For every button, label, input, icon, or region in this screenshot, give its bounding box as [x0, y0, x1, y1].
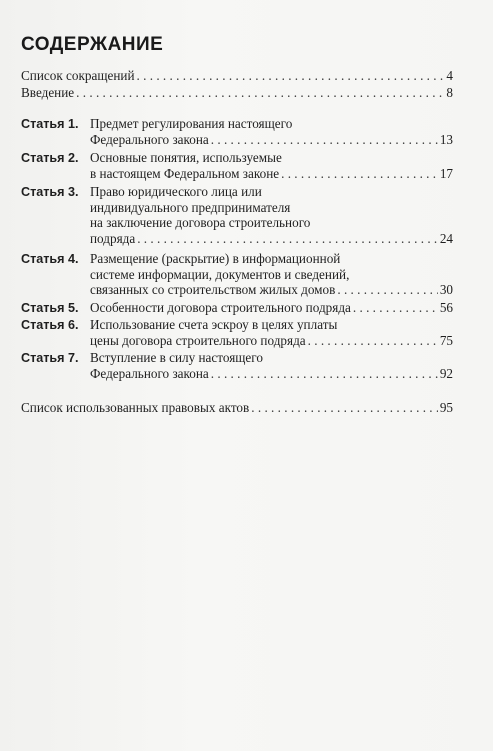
article-number: Статья 1.: [21, 117, 79, 131]
toc-leader-dots: [308, 333, 438, 348]
toc-page-number: 13: [439, 132, 453, 148]
article-number: Статья 3.: [21, 185, 79, 199]
article-number: Статья 5.: [21, 301, 79, 315]
toc-entry-line: [21, 166, 453, 181]
toc-entry-line: [21, 132, 453, 147]
toc-entry-line: [21, 333, 453, 348]
toc-entry-article-2: [21, 150, 453, 181]
article-number: Статья 2.: [21, 151, 79, 165]
toc-page-number: 95: [439, 400, 453, 415]
article-title-line: в настоящем Федеральном законе: [90, 166, 280, 182]
article-title-line: Основные понятия, используемые: [90, 150, 282, 165]
toc-entry-line: [21, 282, 453, 297]
toc-page-number: 4: [446, 68, 453, 83]
article-title-line: цены договора строительного подряда: [90, 333, 306, 349]
toc-entry-article-6: [21, 317, 453, 348]
toc-leader-dots: [337, 282, 437, 297]
toc-entry-legal-acts: [21, 400, 453, 415]
toc-entry-line: [21, 317, 453, 333]
toc-entry-line: [21, 200, 453, 215]
article-title-line: на заключение договора строительного: [90, 215, 311, 231]
toc-entry-line: [21, 231, 453, 246]
toc-page-number: 30: [439, 282, 453, 298]
toc-entry-line: [21, 68, 453, 83]
toc-entry-line: [21, 85, 453, 100]
toc-entry-title: Список сокращений: [21, 68, 135, 83]
toc-entry-article-5: [21, 300, 453, 316]
toc-entry-line: [21, 400, 453, 415]
article-title-line: Использование счета эскроу в целях уплаты: [90, 317, 338, 332]
toc-entry-title: Введение: [21, 85, 75, 100]
article-title-line: Предмет регулирования настоящего: [90, 116, 293, 131]
toc-leader-dots: [211, 132, 438, 147]
toc-page-number: 24: [439, 230, 453, 246]
article-title-line: индивидуального предпринимателя: [90, 200, 291, 216]
toc-entry-line: [21, 184, 453, 200]
toc-entry-article-3: [21, 184, 453, 246]
toc-entry-line: [21, 215, 453, 230]
article-title-line: Размещение (раскрытие) в информационной: [90, 251, 341, 266]
toc-entry-line: [21, 267, 453, 282]
toc-entry-article-4: [21, 251, 453, 298]
toc-leader-dots: [251, 400, 438, 415]
toc-entry-introduction: [21, 85, 453, 100]
toc-leader-dots: [353, 300, 438, 315]
article-title-line: системе информации, документов и сведений,: [90, 267, 350, 283]
toc-heading: СОДЕРЖАНИЕ: [21, 34, 164, 55]
toc-entry-line: [21, 300, 453, 316]
toc-entry-abbreviations: [21, 68, 453, 83]
toc-page-number: 92: [439, 366, 453, 382]
article-number: Статья 7.: [21, 351, 79, 365]
toc-entry-line: [21, 350, 453, 366]
toc-leader-dots: [211, 366, 438, 381]
article-title-line: Особенности договора строительного подряда: [90, 300, 351, 315]
article-number: Статья 6.: [21, 318, 79, 332]
toc-leader-dots: [281, 166, 438, 181]
toc-leader-dots: [137, 68, 445, 83]
toc-entry-line: [21, 251, 453, 267]
article-title-line: Право юридического лица или: [90, 184, 262, 199]
toc-entry-line: [21, 150, 453, 166]
article-title-line: связанных со строительством жилых домов: [90, 282, 336, 298]
toc-entry-article-7: [21, 350, 453, 381]
toc-page-number: 8: [446, 85, 453, 100]
toc-entry-title: Список использованных правовых актов: [21, 400, 250, 415]
article-title-line: подряда: [90, 230, 136, 246]
toc-page-number: 75: [439, 333, 453, 349]
article-title-line: Федерального закона: [90, 132, 209, 148]
toc-entry-article-1: [21, 116, 453, 147]
toc-entry-line: [21, 116, 453, 132]
article-number: Статья 4.: [21, 252, 79, 266]
toc-leader-dots: [76, 85, 444, 100]
toc-entry-line: [21, 366, 453, 381]
toc-page-number: 56: [439, 300, 453, 315]
article-title-line: Вступление в силу настоящего: [90, 350, 263, 365]
article-title-line: Федерального закона: [90, 366, 209, 382]
toc-leader-dots: [137, 231, 438, 246]
toc-page-number: 17: [439, 166, 453, 182]
